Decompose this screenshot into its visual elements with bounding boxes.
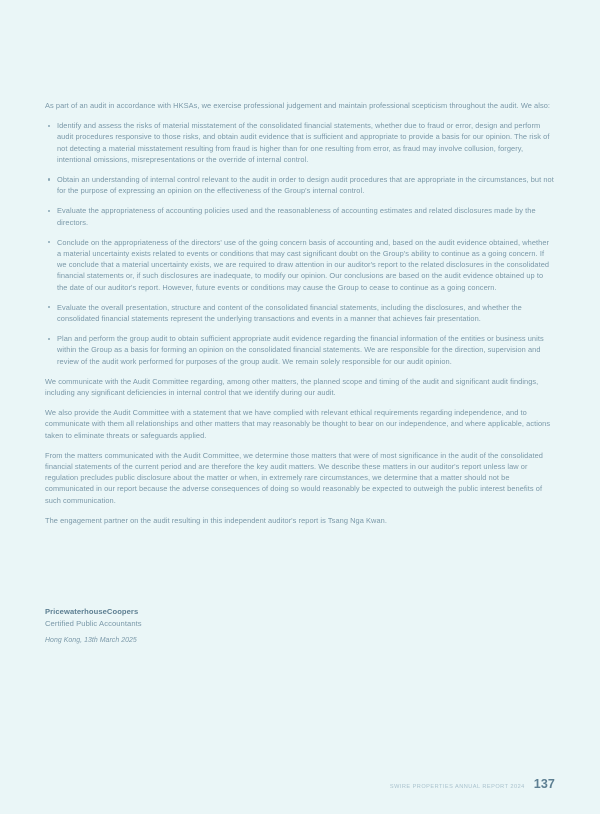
list-item-text: Conclude on the appropriateness of the directors' use of the going concern basis of accounting and, based on the audit evidence obtained, whether a material uncertainty exists related to events or conditions that may cast significant doubt on the Group's ability to continue as a going concern. If we conclude that a material uncertainty exists, we are required to draw attention in our auditor's report to the related disclosures in the consolidated financial statements or, if such disclosures are inadequate, to modify our opinion. Our conclusions are based on the audit evidence obtained up to the date of our auditor's report. However, future events or conditions may cause the Group to cease to continue as a going concern. (57, 237, 550, 292)
closing-paragraph: We communicate with the Audit Committee regarding, among other matters, the planned scope and timing of the audit and significant audit findings, including any significant deficiencies in internal control that we identify during our audit. (45, 376, 539, 398)
list-item-text: Evaluate the appropriateness of accounting policies used and the reasonableness of accounting estimates and related disclosures made by the directors. (57, 206, 536, 227)
list-item (45, 174, 555, 196)
footer-report-label: SWIRE PROPERTIES ANNUAL REPORT 2024 (389, 783, 525, 790)
list-item (45, 333, 555, 367)
bullet-icon (48, 125, 50, 127)
audit-firm-name: PricewaterhouseCoopers (45, 607, 139, 616)
list-item-text: Evaluate the overall presentation, structure and content of the consolidated financial statements, including the disclosures, and whether the consolidated financial statements represent the underlying transactions and events in a manner that achieves fair presentation. (57, 302, 522, 324)
bullet-icon (48, 241, 50, 243)
intro-paragraph: As part of an audit in accordance with HKSAs, we exercise professional judgement and maintain professional scepticism throughout the audit. We also: (45, 101, 551, 110)
bullet-icon (48, 178, 50, 180)
bullet-icon (48, 210, 50, 212)
bullet-icon (48, 306, 50, 308)
bullet-icon (48, 338, 50, 340)
audit-responsibilities-list (45, 120, 555, 367)
page-number: 137 (533, 776, 555, 791)
audit-firm-role: Certified Public Accountants (45, 618, 142, 628)
list-item (45, 120, 555, 165)
list-item-text: Obtain an understanding of internal control relevant to the audit in order to design audit procedures that are appropriate in the circumstances, but not for the purpose of expressing an opinion on the effectiveness of the Group's internal control. (57, 175, 554, 196)
engagement-partner-paragraph: The engagement partner on the audit resulting in this independent auditor's report is Tsang Nga Kwan. (45, 515, 387, 525)
list-item (45, 302, 555, 324)
signature-block (45, 606, 445, 647)
closing-paragraph: We also provide the Audit Committee with a statement that we have complied with relevant ethical requirements regarding independence, and to communicate with them all relationships and other matters that may reasonably be thought to bear on our independence, and where applicable, actions taken to eliminate threats or safeguards applied. (45, 408, 551, 440)
signature-place-date: Hong Kong, 13th March 2025 (45, 637, 137, 644)
report-body (45, 100, 555, 535)
closing-paragraph: From the matters communicated with the Audit Committee, we determine those matters that were of most significance in the audit of the consolidated financial statements of the current period and are therefore the key audit matters. We describe these matters in our auditor's report unless law or regulation precludes public disclosure about the matter or when, in extremely rare circumstances, we determine that a matter should not be communicated in our report because the adverse consequences of doing so would reasonably be expected to outweigh the public interest benefits of such communication. (45, 450, 543, 505)
list-item-text: Identify and assess the risks of material misstatement of the consolidated financial statements, whether due to fraud or error, design and perform audit procedures responsive to those risks, and obtain audit evidence that is sufficient and appropriate to provide a basis for our opinion. The risk of not detecting a material misstatement resulting from fraud is higher than for one resulting from error, as fraud may involve collusion, forgery, intentional omissions, misrepresentations or the override of internal control. (57, 121, 550, 164)
closing-paragraphs (45, 376, 555, 526)
list-item (45, 205, 555, 227)
page-footer (390, 778, 555, 791)
list-item-text: Plan and perform the group audit to obtain sufficient appropriate audit evidence regarding the financial information of the entities or business units within the Group as a basis for forming an opinion on the consolidated financial statements. We are responsible for the direction, supervision and review of the audit work performed for purposes of the group audit. We remain solely responsible for our audit opinion. (57, 334, 544, 366)
list-item (45, 237, 555, 293)
